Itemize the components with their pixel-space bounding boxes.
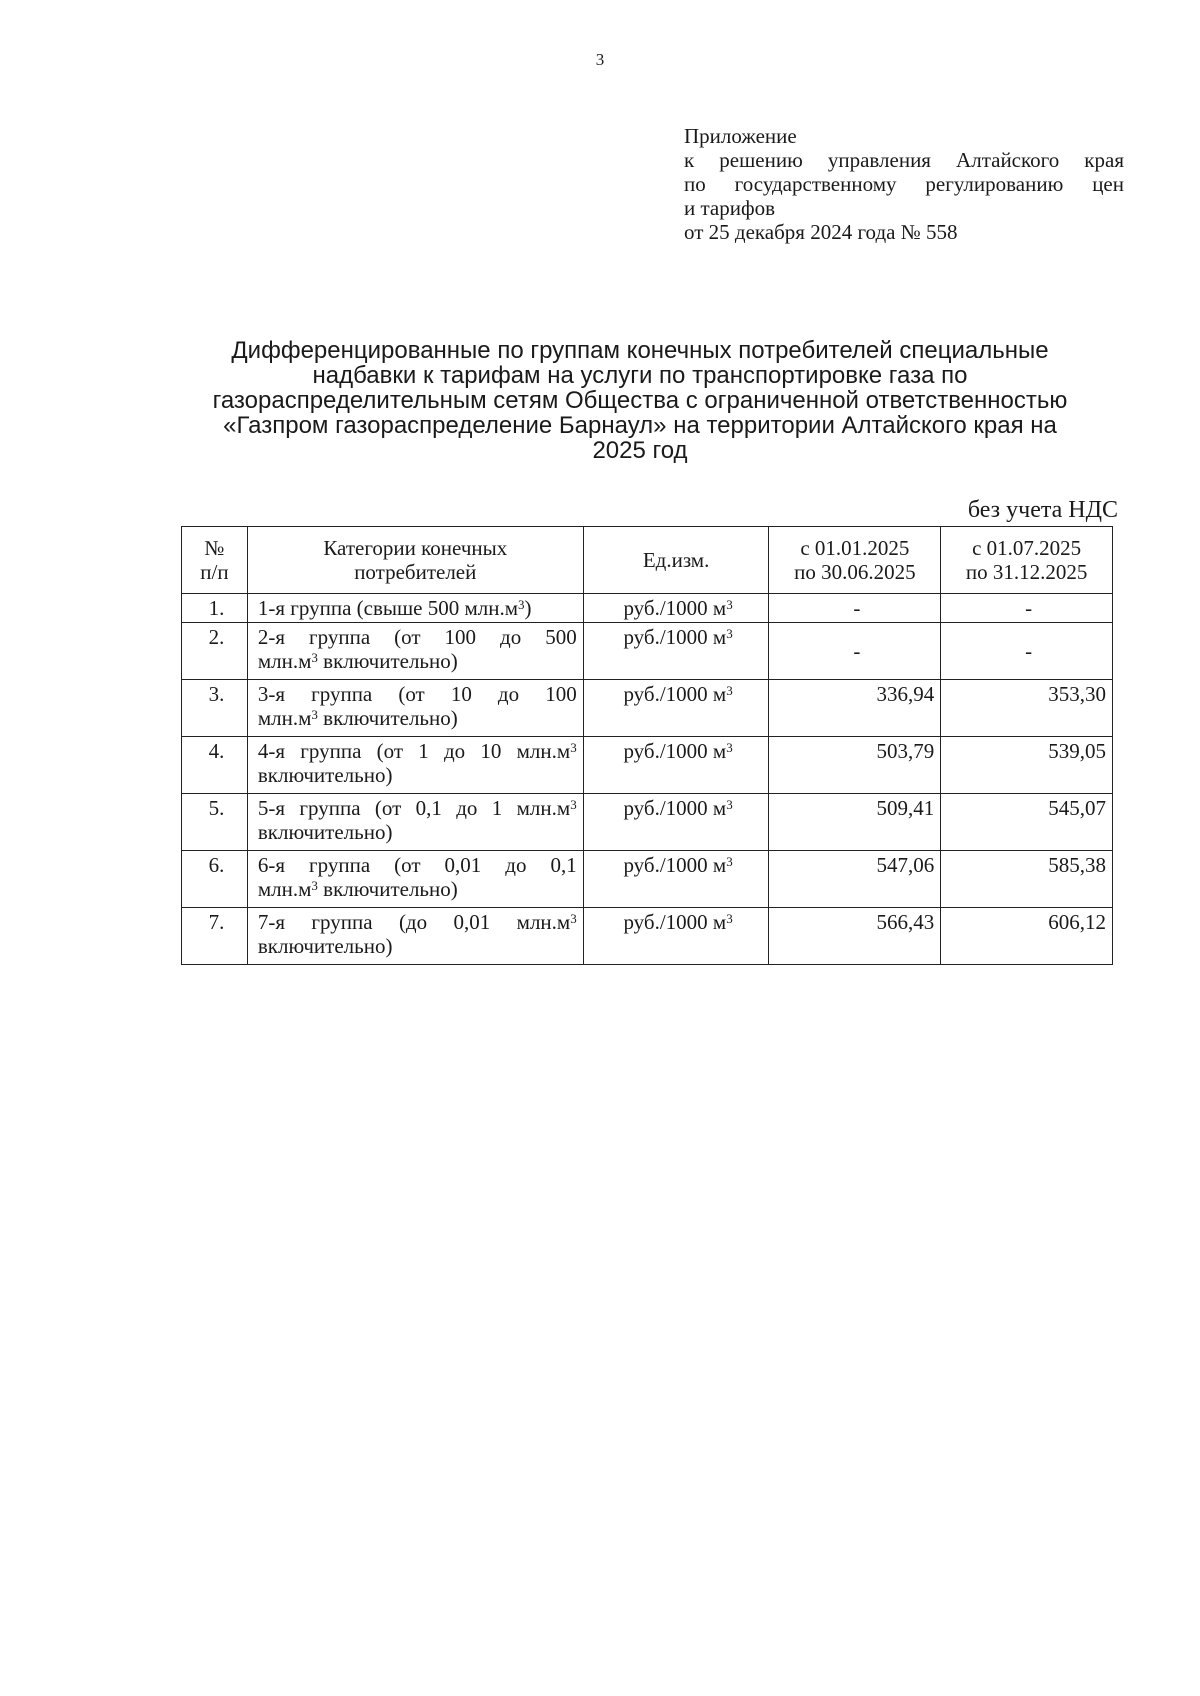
table-row xyxy=(182,623,1113,680)
superscript: 3 xyxy=(570,911,577,926)
category-text: млн.м xyxy=(257,877,312,901)
superscript: 3 xyxy=(311,650,318,665)
category-text: 5-я группа (от 0,1 до 1 млн.м xyxy=(257,796,571,820)
header-period-2 xyxy=(941,527,1113,594)
row-period-1-value: 509,41 xyxy=(769,794,941,851)
table-row xyxy=(182,908,1113,965)
row-period-2-value: - xyxy=(941,594,1113,623)
unit-text: руб./1000 м xyxy=(623,910,727,934)
superscript: 3 xyxy=(726,797,733,812)
row-category xyxy=(247,594,583,623)
superscript: 3 xyxy=(311,878,318,893)
row-period-2-value: 585,38 xyxy=(941,851,1113,908)
category-text: включительно) xyxy=(317,649,458,673)
superscript: 3 xyxy=(726,597,733,612)
row-period-2-value: 353,30 xyxy=(941,680,1113,737)
header-text: по 31.12.2025 xyxy=(965,560,1088,584)
superscript: 3 xyxy=(726,740,733,755)
title-line: Дифференцированные по группам конечных потребителей специальные xyxy=(231,337,1049,364)
header-unit xyxy=(583,527,769,594)
unit-text: руб./1000 м xyxy=(623,796,727,820)
category-text: 6-я группа (от 0,01 до 0,1 xyxy=(257,853,577,877)
vat-note: без учета НДС xyxy=(967,497,1118,523)
header-category xyxy=(247,527,583,594)
row-period-2-value: 539,05 xyxy=(941,737,1113,794)
unit-text: руб./1000 м xyxy=(623,853,727,877)
title-line: 2025 год xyxy=(592,437,688,464)
appendix-line: от 25 декабря 2024 года № 558 xyxy=(684,220,958,244)
title-line: «Газпром газораспределение Барнаул» на территории Алтайского края на xyxy=(223,412,1057,439)
row-period-1-value: 336,94 xyxy=(769,680,941,737)
category-line-2 xyxy=(258,877,577,901)
appendix-line: и тарифов xyxy=(684,196,776,220)
category-text: включительно) xyxy=(317,706,458,730)
title-line: надбавки к тарифам на услуги по транспортировке газа по xyxy=(312,362,968,389)
row-category xyxy=(247,737,583,794)
superscript: 3 xyxy=(518,597,525,612)
category-text: включительно) xyxy=(257,934,393,958)
row-period-2-value: 545,07 xyxy=(941,794,1113,851)
row-unit xyxy=(583,680,769,737)
row-unit xyxy=(583,594,769,623)
header-text: с 01.07.2025 xyxy=(972,536,1082,560)
category-text: включительно) xyxy=(257,763,393,787)
row-number: 6. xyxy=(182,851,248,908)
category-text: 3-я группа (от 10 до 100 xyxy=(257,682,577,706)
superscript: 3 xyxy=(726,683,733,698)
row-unit xyxy=(583,851,769,908)
superscript: 3 xyxy=(726,911,733,926)
row-period-1-value: - xyxy=(769,594,941,623)
table-row xyxy=(182,680,1113,737)
table-row xyxy=(182,594,1113,623)
category-text: включительно) xyxy=(317,877,458,901)
header-text: по 30.06.2025 xyxy=(794,560,916,584)
table-header-row xyxy=(182,527,1113,594)
appendix-line: Приложение xyxy=(684,124,797,148)
table-row xyxy=(182,737,1113,794)
category-line-2 xyxy=(258,649,577,673)
table-row xyxy=(182,851,1113,908)
appendix-line: к решению управления Алтайского края xyxy=(684,148,1124,172)
row-period-1-value: 566,43 xyxy=(769,908,941,965)
row-number: 2. xyxy=(182,623,248,680)
superscript: 3 xyxy=(311,707,318,722)
category-line-1 xyxy=(258,739,577,763)
category-line-1 xyxy=(258,910,577,934)
category-text: ) xyxy=(524,596,532,620)
header-text: Категории конечных xyxy=(323,536,508,560)
category-text: млн.м xyxy=(257,649,312,673)
row-unit xyxy=(583,908,769,965)
header-number xyxy=(182,527,248,594)
unit-text: руб./1000 м xyxy=(623,739,727,763)
unit-text: руб./1000 м xyxy=(623,596,727,620)
page-number: 3 xyxy=(595,50,605,69)
row-number: 5. xyxy=(182,794,248,851)
row-category xyxy=(247,908,583,965)
unit-text: руб./1000 м xyxy=(623,625,727,649)
appendix-block xyxy=(684,124,1124,244)
category-line-2 xyxy=(258,706,577,730)
superscript: 3 xyxy=(726,854,733,869)
row-category xyxy=(247,623,583,680)
row-number: 4. xyxy=(182,737,248,794)
table-row xyxy=(182,794,1113,851)
row-unit xyxy=(583,794,769,851)
category-text: 4-я группа (от 1 до 10 млн.м xyxy=(257,739,571,763)
document-title xyxy=(180,338,1100,463)
appendix-line: по государственному регулированию цен xyxy=(684,172,1124,196)
superscript: 3 xyxy=(726,626,733,641)
category-text: млн.м xyxy=(257,706,312,730)
tariff-table xyxy=(181,526,1113,965)
row-category xyxy=(247,680,583,737)
header-text: п/п xyxy=(200,560,229,584)
row-number: 3. xyxy=(182,680,248,737)
row-period-2-value: 606,12 xyxy=(941,908,1113,965)
category-text: 2-я группа (от 100 до 500 xyxy=(257,625,577,649)
row-period-1-value: 503,79 xyxy=(769,737,941,794)
category-text: включительно) xyxy=(257,820,393,844)
superscript: 3 xyxy=(570,797,577,812)
header-text: № xyxy=(204,536,225,560)
header-text: Ед.изм. xyxy=(642,548,710,572)
superscript: 3 xyxy=(570,740,577,755)
category-line-1 xyxy=(258,796,577,820)
row-period-2-value: - xyxy=(941,623,1113,680)
category-text: 7-я группа (до 0,01 млн.м xyxy=(257,910,571,934)
row-number: 7. xyxy=(182,908,248,965)
header-period-1 xyxy=(769,527,941,594)
row-unit xyxy=(583,623,769,680)
row-period-1-value: 547,06 xyxy=(769,851,941,908)
row-number: 1. xyxy=(182,594,248,623)
category-text: 1-я группа (свыше 500 млн.м xyxy=(257,596,519,620)
row-period-1-value: - xyxy=(769,623,941,680)
header-text: с 01.01.2025 xyxy=(800,536,910,560)
header-text: потребителей xyxy=(354,560,477,584)
title-line: газораспределительным сетям Общества с ограниченной ответственностью xyxy=(212,387,1068,414)
row-unit xyxy=(583,737,769,794)
unit-text: руб./1000 м xyxy=(623,682,727,706)
row-category xyxy=(247,851,583,908)
row-category xyxy=(247,794,583,851)
